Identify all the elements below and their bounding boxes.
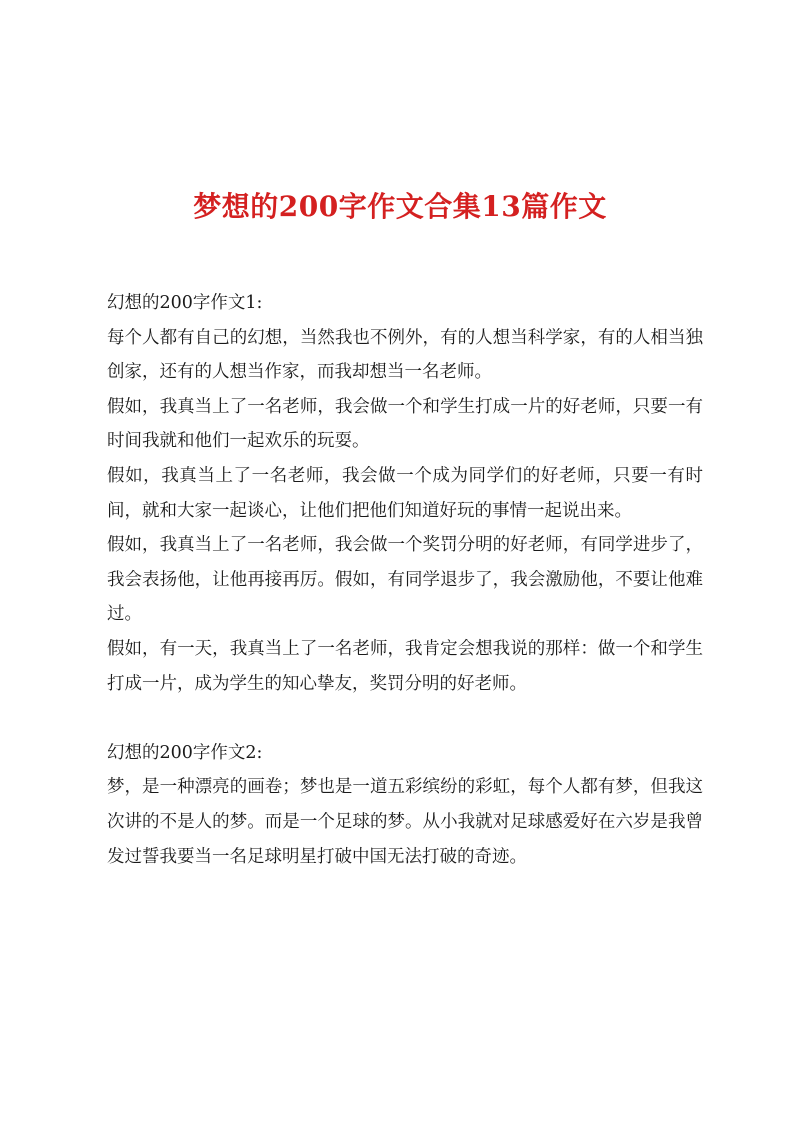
paragraph: 假如，我真当上了一名老师，我会做一个和学生打成一片的好老师，只要一有时间我就和他们一起欢乐的玩耍。 bbox=[107, 396, 703, 452]
paragraph: 假如，有一天，我真当上了一名老师，我肯定会想我说的那样：做一个和学生打成一片，成为学生的知心挚友，奖罚分明的好老师。 bbox=[107, 638, 703, 694]
page-title: 梦想的200字作文合集13篇作文 bbox=[193, 189, 607, 223]
paragraph: 假如，我真当上了一名老师，我会做一个奖罚分明的好老师，有同学进步了，我会表扬他，让他再接再厉。假如，有同学退步了，我会激励他，不要让他难过。 bbox=[107, 535, 703, 625]
paragraph: 梦，是一种漂亮的画卷；梦也是一道五彩缤纷的彩虹，每个人都有梦，但我这次讲的不是人的梦。而是一个足球的梦。从小我就对足球感爱好在六岁是我曾发过誓我要当一名足球明星打破中国无法打破的奇迹。 bbox=[107, 777, 703, 867]
essay-section-1 bbox=[107, 286, 703, 701]
essay-section-2 bbox=[107, 736, 703, 874]
section-heading: 幻想的200字作文1: bbox=[107, 293, 263, 313]
paragraph: 假如，我真当上了一名老师，我会做一个成为同学们的好老师，只要一有时间，就和大家一起谈心，让他们把他们知道好玩的事情一起说出来。 bbox=[107, 465, 703, 521]
paragraph: 每个人都有自己的幻想，当然我也不例外，有的人想当科学家，有的人相当独创家，还有的人想当作家，而我却想当一名老师。 bbox=[107, 327, 703, 383]
section-spacer bbox=[107, 701, 703, 736]
section-heading: 幻想的200字作文2: bbox=[107, 742, 263, 763]
document-body bbox=[107, 286, 703, 874]
